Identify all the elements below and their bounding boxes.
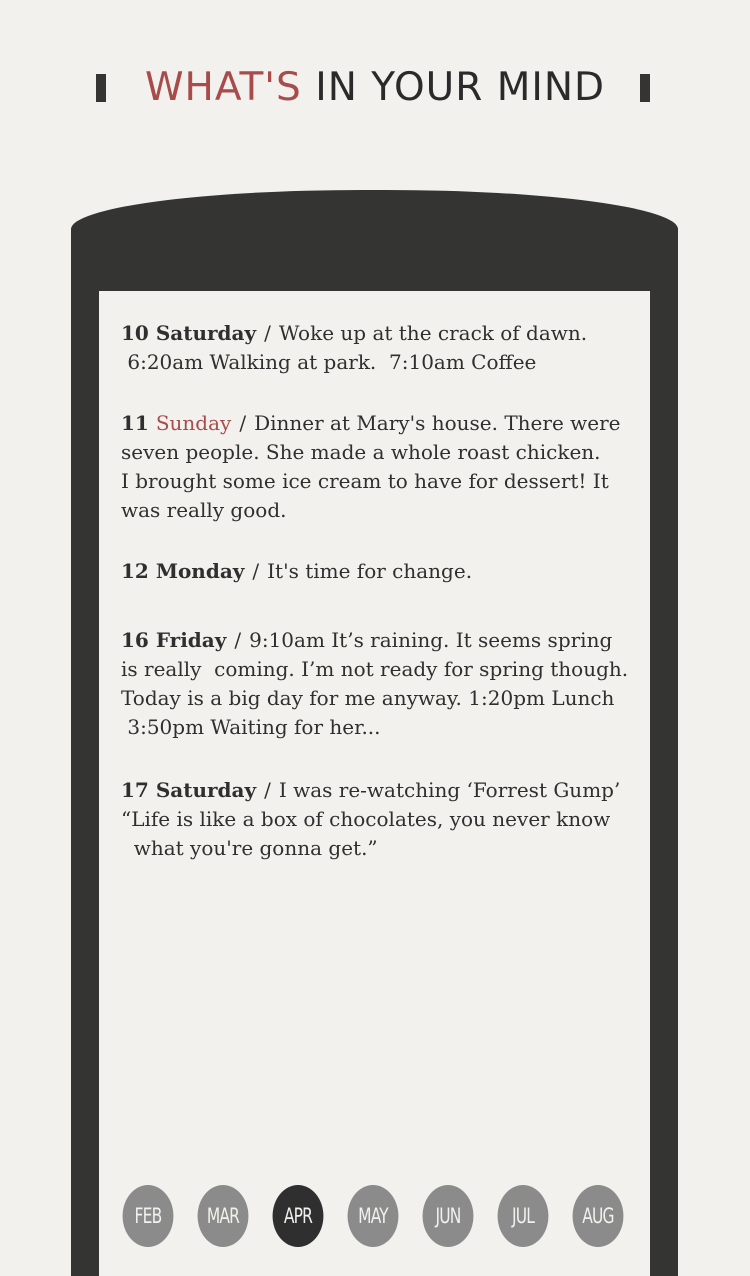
entry-date bbox=[121, 778, 256, 802]
month-selector bbox=[117, 1185, 637, 1249]
entry-date-number: 10 bbox=[121, 321, 149, 345]
entry-text-line: 6:20am Walking at park. 7:10am Coffee bbox=[121, 350, 537, 374]
month-button-mar[interactable]: MAR bbox=[198, 1185, 249, 1247]
entry-text-line: Dinner at Mary's house. There were bbox=[254, 411, 621, 435]
entry-text-line: Woke up at the crack of dawn. bbox=[278, 321, 588, 345]
phone-screen[interactable] bbox=[99, 291, 650, 1276]
entry-text-line: I was re-watching ‘Forrest Gump’ bbox=[278, 778, 621, 802]
entry-day: Monday bbox=[155, 559, 245, 583]
entry-text-line: what you're gonna get.” bbox=[121, 836, 378, 860]
page-title bbox=[0, 60, 750, 116]
entry-date bbox=[121, 628, 226, 652]
diary-entry[interactable] bbox=[121, 776, 631, 863]
entry-text-line: seven people. She made a whole roast chicken. bbox=[121, 440, 601, 464]
title-accent: WHAT'S bbox=[144, 65, 302, 110]
entry-date bbox=[121, 411, 231, 435]
diary-entry-list bbox=[121, 319, 631, 863]
month-button-apr[interactable]: APR bbox=[273, 1185, 324, 1247]
entry-text-line: 3:50pm Waiting for her... bbox=[121, 715, 381, 739]
month-button-may[interactable]: MAY bbox=[348, 1185, 399, 1247]
diary-entry[interactable] bbox=[121, 409, 631, 525]
entry-day: Sunday bbox=[155, 411, 232, 435]
entry-day: Saturday bbox=[155, 321, 257, 345]
diary-entry[interactable] bbox=[121, 626, 631, 742]
entry-separator: / bbox=[252, 559, 260, 583]
entry-text-line: “Life is like a box of chocolates, you never know bbox=[121, 807, 611, 831]
entry-text-line: is really coming. I’m not ready for spring though. bbox=[121, 657, 629, 681]
diary-entry[interactable] bbox=[121, 319, 631, 377]
entry-text-line: It's time for change. bbox=[267, 559, 473, 583]
app-header bbox=[0, 60, 750, 120]
month-button-feb[interactable]: FEB bbox=[123, 1185, 174, 1247]
entry-date-number: 16 bbox=[121, 628, 149, 652]
entry-text-line: Today is a big day for me anyway. 1:20pm Lunch bbox=[121, 686, 615, 710]
month-button-jun[interactable]: JUN bbox=[423, 1185, 474, 1247]
entry-date-number: 12 bbox=[121, 559, 149, 583]
entry-date-number: 17 bbox=[121, 778, 149, 802]
entry-text-line: I brought some ice cream to have for dessert! It bbox=[121, 469, 609, 493]
month-button-jul[interactable]: JUL bbox=[498, 1185, 549, 1247]
entry-separator: / bbox=[239, 411, 247, 435]
entry-day: Friday bbox=[155, 628, 227, 652]
entry-day: Saturday bbox=[155, 778, 257, 802]
entry-date bbox=[121, 321, 256, 345]
month-button-aug[interactable]: AUG bbox=[573, 1185, 624, 1247]
entry-separator: / bbox=[264, 321, 271, 345]
title-rest: IN YOUR MIND bbox=[315, 65, 606, 110]
entry-date bbox=[121, 559, 244, 583]
entry-separator: / bbox=[264, 778, 271, 802]
entry-text-line: 9:10am It’s raining. It seems spring bbox=[249, 628, 613, 652]
entry-separator: / bbox=[234, 628, 242, 652]
header-right-bar bbox=[640, 74, 650, 102]
entry-date-number: 11 bbox=[121, 411, 149, 435]
entry-text-line: was really good. bbox=[121, 498, 287, 522]
diary-entry[interactable] bbox=[121, 557, 631, 586]
